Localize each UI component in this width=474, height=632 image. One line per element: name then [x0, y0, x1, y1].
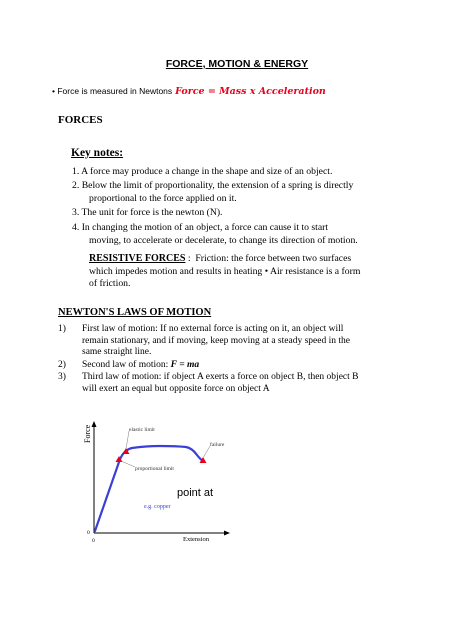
key-note-4: 4. In changing the motion of an object, a force can cause it to start moving, to accelerate or decelerate, to change its direction of motion.	[72, 222, 358, 246]
y-axis-label: Force	[83, 424, 92, 443]
key-notes-heading: Key notes:	[71, 147, 124, 159]
newton-law-1: 1) First law of motion: If no external force is acting on it, an object will remain stationary, and if moving, keep moving at a steady speed in the same straight line.	[58, 324, 350, 357]
newton-laws-heading: NEWTON'S LAWS OF MOTION	[58, 307, 212, 318]
page-title: FORCE, MOTION & ENERGY	[165, 58, 309, 70]
key-note-2: 2. Below the limit of proportionality, the extension of a spring is directly proportional to the force applied on it.	[72, 180, 354, 204]
force-formula: Force = Mass x Acceleration	[175, 86, 326, 97]
force-extension-graph	[80, 415, 240, 550]
resistive-forces-text: Friction: the force between two surfaces which impedes motion and results in heating • Air resistance is a form of friction.	[89, 253, 361, 289]
key-note-3: 3. The unit for force is the newton (N).	[72, 207, 223, 218]
key-note-1: 1. A force may produce a change in the shape and size of an object.	[72, 166, 333, 177]
newton-law-3: 3) Third law of motion: if object A exerts a force on object B, then object B will exert an equal but opposite force on object A	[58, 372, 359, 394]
intro-text: Force is measured in Newtons	[57, 86, 173, 96]
y-zero-label: 0	[87, 530, 90, 536]
proportional-limit-label: proportional limit	[135, 466, 174, 472]
resistive-forces-paragraph: RESISTIVE FORCES : Friction: the force between two surfaces which impedes motion and results in heating • Air resistance is a form of friction.	[89, 253, 361, 289]
example-material-label: e.g. copper	[144, 504, 171, 510]
elastic-limit-label: elastic limit	[129, 427, 155, 433]
newton-law-2: 2) Second law of motion: F = ma	[58, 360, 200, 370]
overlay-text: point at	[177, 487, 214, 499]
intro-line	[52, 86, 326, 97]
resistive-forces-label: RESISTIVE FORCES	[89, 253, 186, 264]
y-axis-arrow-icon	[92, 421, 97, 427]
failure-label: failure	[210, 442, 225, 448]
x-axis-label: Extension	[183, 536, 209, 543]
x-axis-arrow-icon	[224, 531, 230, 536]
forces-heading: FORCES	[58, 114, 103, 126]
newton-second-law-formula: F = ma	[170, 360, 200, 370]
origin-label: 0	[92, 538, 95, 544]
bullet: •	[52, 86, 55, 96]
